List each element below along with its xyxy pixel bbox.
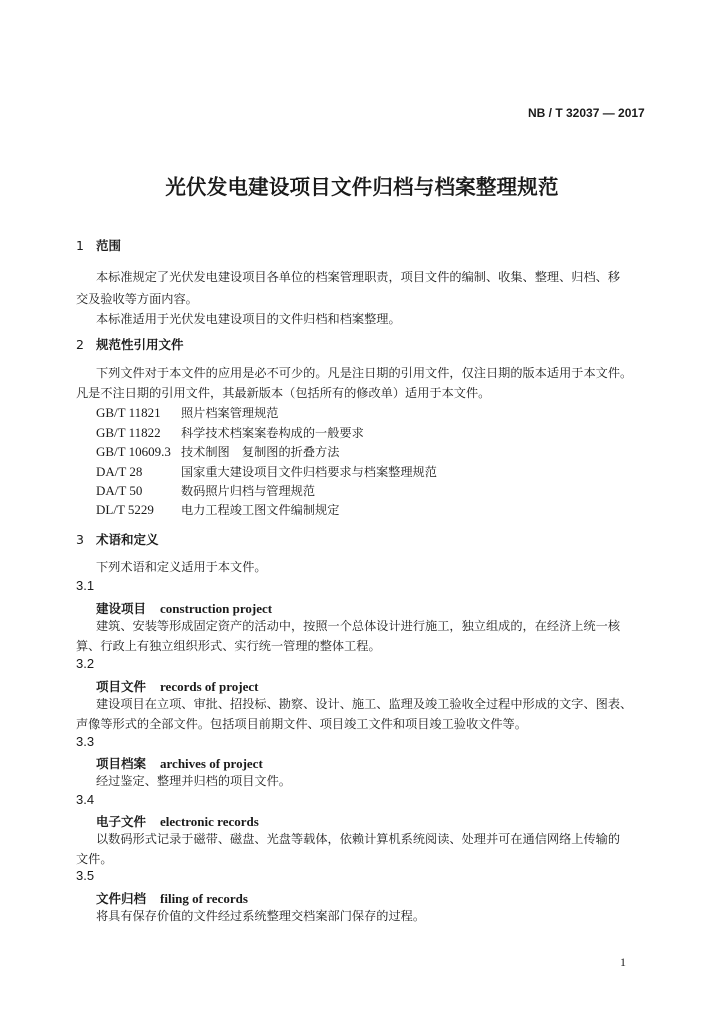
reference-title: 电力工程竣工图文件编制规定 <box>181 503 340 517</box>
term-heading <box>96 598 272 617</box>
section-title: 术语和定义 <box>96 532 159 547</box>
section-title: 规范性引用文件 <box>96 337 184 352</box>
reference-title: 科学技术档案案卷构成的一般要求 <box>181 426 364 440</box>
term-chinese: 项目档案 <box>96 756 147 771</box>
term-heading <box>96 888 248 907</box>
term-chinese: 项目文件 <box>96 679 147 694</box>
reference-item <box>96 443 339 460</box>
reference-item <box>96 463 437 480</box>
term-definition-line-1: 建设项目在立项、审批、招投标、勘察、设计、施工、监理及竣工验收全过程中形成的文字、图表、 <box>96 697 633 711</box>
reference-item <box>96 482 315 499</box>
term-definition-line-2: 声像等形式的全部文件。包括项目前期文件、项目竣工文件和项目竣工验收文件等。 <box>76 717 527 731</box>
term-english: archives of project <box>160 756 263 771</box>
reference-item <box>96 501 339 518</box>
section-2-heading <box>76 335 184 353</box>
reference-title: 技术制图 复制图的折叠方法 <box>181 445 340 459</box>
term-definition-line-1: 将具有保存价值的文件经过系统整理交档案部门保存的过程。 <box>96 909 426 923</box>
term-chinese: 文件归档 <box>96 891 147 906</box>
page-number: 1 <box>620 955 626 969</box>
term-heading <box>96 811 259 830</box>
reference-code: GB/T 10609.3 <box>96 444 171 459</box>
standard-number: NB / T 32037 — 2017 <box>528 106 645 120</box>
term-definition-line-2: 文件。 <box>76 852 113 866</box>
term-number: 3.3 <box>76 734 95 749</box>
term-english: filing of records <box>160 891 248 906</box>
section-number: 2 <box>76 337 84 352</box>
reference-code: DL/T 5229 <box>96 502 154 517</box>
term-number: 3.5 <box>76 868 95 883</box>
section-1-heading <box>76 236 121 254</box>
reference-title: 国家重大建设项目文件归档要求与档案整理规范 <box>181 465 437 479</box>
term-chinese: 建设项目 <box>96 601 147 616</box>
reference-code: DA/T 50 <box>96 483 143 498</box>
refs-intro-line-2: 凡是不注日期的引用文件，其最新版本（包括所有的修改单）适用于本文件。 <box>76 386 491 400</box>
term-english: electronic records <box>160 814 259 829</box>
scope-para-1-line-2: 交及验收等方面内容。 <box>76 292 198 306</box>
term-number: 3.4 <box>76 792 95 807</box>
reference-item <box>96 424 364 441</box>
term-definition-line-2: 算、行政上有独立组织形式、实行统一管理的整体工程。 <box>76 639 381 653</box>
reference-item <box>96 404 279 421</box>
term-definition-line-1: 建筑、安装等形成固定资产的活动中，按照一个总体设计进行施工，独立组成的，在经济上统一核 <box>96 619 621 633</box>
scope-para-2: 本标准适用于光伏发电建设项目的文件归档和档案整理。 <box>96 312 401 326</box>
scope-para-1-line-1: 本标准规定了光伏发电建设项目各单位的档案管理职责，项目文件的编制、收集、整理、归档、移 <box>96 270 621 284</box>
section-number: 3 <box>76 532 84 547</box>
refs-intro-line-1: 下列文件对于本文件的应用是必不可少的。凡是注日期的引用文件，仅注日期的版本适用于本文件。 <box>96 366 633 380</box>
term-heading <box>96 753 263 772</box>
reference-code: GB/T 11822 <box>96 425 161 440</box>
term-number: 3.2 <box>76 656 95 671</box>
term-chinese: 电子文件 <box>96 814 147 829</box>
reference-title: 照片档案管理规范 <box>181 406 279 420</box>
term-english: records of project <box>160 679 259 694</box>
reference-title: 数码照片归档与管理规范 <box>181 484 316 498</box>
term-number: 3.1 <box>76 578 95 593</box>
reference-code: DA/T 28 <box>96 464 143 479</box>
term-definition-line-1: 经过鉴定、整理并归档的项目文件。 <box>96 774 291 788</box>
section-3-heading <box>76 530 159 548</box>
document-title: 光伏发电建设项目文件归档与档案整理规范 <box>165 175 559 199</box>
reference-code: GB/T 11821 <box>96 405 161 420</box>
terms-intro: 下列术语和定义适用于本文件。 <box>96 560 267 574</box>
term-heading <box>96 676 258 695</box>
section-title: 范围 <box>96 238 122 253</box>
term-definition-line-1: 以数码形式记录于磁带、磁盘、光盘等载体，依赖计算机系统阅读、处理并可在通信网络上传输的 <box>96 832 621 846</box>
term-english: construction project <box>160 601 273 616</box>
section-number: 1 <box>76 238 84 253</box>
